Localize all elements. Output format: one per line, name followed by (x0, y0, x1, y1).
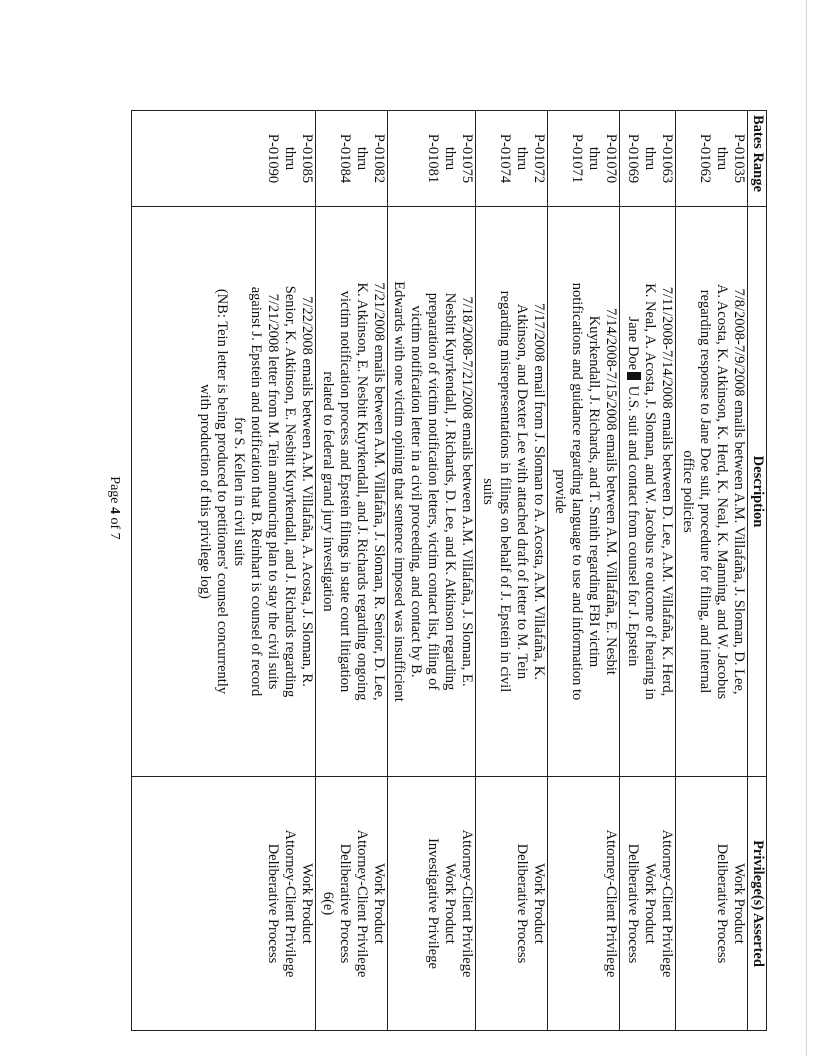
description-line: for S. Kellen in civil suits (231, 416, 247, 566)
description-line: K. Atkinson, E. Nesbitt Kuyrkendall, and J. Richards regarding ongoing (354, 282, 370, 701)
privilege-cell (388, 777, 476, 1031)
privilege-item: Work Product (371, 863, 387, 944)
bates-end: P-01071 (569, 133, 585, 184)
redaction-mark (627, 372, 641, 380)
description-cell (676, 207, 748, 777)
privilege-item: Attorney-Client Privilege (659, 829, 675, 978)
description-line: Jane Doe U.S. suit and contact from counsel for J. Epstein (625, 316, 641, 667)
privilege-item: Work Product (642, 863, 658, 944)
table-row (132, 111, 316, 1031)
description-line: 7/11/2008-7/14/2008 emails between D. Lee, A.M. Villafaña, K. Herd, (659, 286, 675, 697)
bates-start: P-01070 (603, 133, 619, 184)
table-row (316, 111, 388, 1031)
description-cell (388, 207, 476, 777)
description-line: against J. Epstein and notification that B. Reinhart is counsel of record (248, 286, 264, 697)
header-description: Description (748, 207, 767, 777)
privilege-item: Attorney-Client Privilege (282, 829, 298, 978)
description-line: suits (480, 478, 496, 505)
privilege-item: Work Product (731, 863, 747, 944)
privilege-cell (316, 777, 388, 1031)
description-line: 7/21/2008 emails between A.M. Villafaña, J. Sloman, R. Senior, D. Lee, (371, 282, 387, 701)
privilege-cell (132, 777, 316, 1031)
description-line: regarding response to Jane Doe suit, procedure for filing, and internal (697, 289, 713, 694)
description-cell (548, 207, 620, 777)
description-cell (132, 207, 316, 777)
bates-cell (620, 111, 676, 207)
description-line: Senior, K. Atkinson, E. Nesbitt Kuyrkendall, and J. Richards regarding (282, 285, 298, 698)
description-line: Nesbitt Kuyrkendall, J. Richards, D. Lee, and K. Atkinson regarding (442, 292, 458, 691)
table-header-row (748, 111, 767, 1031)
description-line: preparation of victim notification letters, victim contact list, filing of (425, 292, 441, 691)
bates-thru: thru (442, 146, 458, 171)
bates-start: P-01085 (299, 133, 315, 184)
bates-start: P-01035 (731, 133, 747, 184)
privilege-item: Work Product (531, 863, 547, 944)
bates-end: P-01062 (697, 133, 713, 184)
bates-end: P-01084 (337, 133, 353, 184)
description-line: 7/8/2008-7/9/2008 emails between A.M. Villafaña, J. Sloman, D. Lee, (731, 288, 747, 695)
bates-thru: thru (282, 146, 298, 171)
description-line: notifications and guidance regarding language to use and information to (569, 282, 585, 701)
description-line: (NB: Tein letter is being produced to petitioners' counsel concurrently (214, 288, 230, 695)
description-line: victim notification process and Epstein filings in state court litigation (337, 290, 353, 693)
privilege-item: Deliberative Process (337, 843, 353, 964)
description-line: A. Acosta, K. Atkinson, K. Herd, K. Neal, K. Manning, and W. Jacobus (714, 283, 730, 700)
bates-thru: thru (586, 146, 602, 171)
bates-cell (548, 111, 620, 207)
bates-thru: thru (514, 146, 530, 171)
description-cell (476, 207, 548, 777)
description-line: with production of this privilege log) (197, 384, 213, 599)
description-line: office policies (680, 450, 696, 533)
privilege-log-table (131, 110, 767, 1031)
bates-end: P-01074 (497, 133, 513, 184)
bates-thru: thru (642, 146, 658, 171)
bates-start: P-01063 (659, 133, 675, 184)
privilege-cell (620, 777, 676, 1031)
bates-cell (388, 111, 476, 207)
bates-cell (476, 111, 548, 207)
bates-start: P-01072 (531, 133, 547, 184)
description-cell (620, 207, 676, 777)
privilege-item: Attorney-Client Privilege (603, 829, 619, 978)
description-line: 7/21/2008 letter from M. Tein announcing plan to stay the civil suits (265, 293, 281, 690)
bates-thru: thru (714, 146, 730, 171)
privilege-item: Investigative Privilege (425, 838, 441, 969)
privilege-item: Attorney-Client Privilege (459, 829, 475, 978)
bates-end: P-01069 (625, 133, 641, 184)
table-row (676, 111, 748, 1031)
rotated-table-container (131, 110, 767, 1030)
table-row (548, 111, 620, 1031)
description-line: related to federal grand jury investigation (320, 371, 336, 612)
header-bates-range: Bates Range (748, 111, 767, 207)
description-line: Edwards with one victim opining that sentence imposed was insufficient (391, 281, 407, 702)
privilege-item: Deliberative Process (265, 843, 281, 964)
bates-end: P-01081 (425, 133, 441, 184)
privilege-cell (676, 777, 748, 1031)
description-line: Atkinson, and Dexter Lee with attached draft of letter to M. Tein (514, 303, 530, 680)
description-line: 7/22/2008 emails between A.M. Villafaña, A. Acosta, J. Sloman, R. (299, 296, 315, 687)
description-line: 7/18/2008-7/21/2008 emails between A.M. Villafaña, J. Sloman, E. (459, 296, 475, 687)
privilege-item: Attorney-Client Privilege (354, 829, 370, 978)
bates-end: P-01090 (265, 133, 281, 184)
description-cell (316, 207, 388, 777)
description-line: K. Neal, A. Acosta, J. Sloman, and W. Jacobus re outcome of hearing in (642, 283, 658, 700)
description-line: provide (552, 469, 568, 514)
privilege-item: Work Product (442, 863, 458, 944)
description-line: victim notification letter in a civil proceeding, and contact by B. (408, 305, 424, 678)
table-row (476, 111, 548, 1031)
bates-cell (676, 111, 748, 207)
table-row (388, 111, 476, 1031)
privilege-cell (548, 777, 620, 1031)
description-line: Kuyrkendall, J. Richards, and T. Smith regarding FBI victim (586, 315, 602, 668)
privilege-cell (476, 777, 548, 1031)
description-line: 7/17/2008 email from J. Sloman to A. Acosta, A.M. Villafaña, K. (531, 302, 547, 681)
page-total: of 7 (107, 517, 122, 540)
bates-cell (132, 111, 316, 207)
scan-edge-line (806, 0, 807, 1056)
page-label: Page (107, 476, 122, 504)
description-line: 7/14/2008-7/15/2008 emails between A.M. Villafaña, E. Nesbit (603, 308, 619, 675)
privilege-item: 6(e) (320, 891, 336, 916)
table-row (620, 111, 676, 1031)
header-privileges-asserted: Privilege(s) Asserted (748, 777, 767, 1031)
privilege-item: Deliberative Process (625, 843, 641, 964)
bates-start: P-01075 (459, 133, 475, 184)
privilege-item: Deliberative Process (514, 843, 530, 964)
privilege-item: Deliberative Process (714, 843, 730, 964)
description-line: regarding misrepresentations in filings on behalf of J. Epstein in civil (497, 290, 513, 693)
bates-cell (316, 111, 388, 207)
bates-thru: thru (354, 146, 370, 171)
privilege-item: Work Product (299, 863, 315, 944)
page-number-footer (104, 458, 124, 558)
bates-start: P-01082 (371, 133, 387, 184)
current-page-number: 4 (107, 507, 122, 515)
